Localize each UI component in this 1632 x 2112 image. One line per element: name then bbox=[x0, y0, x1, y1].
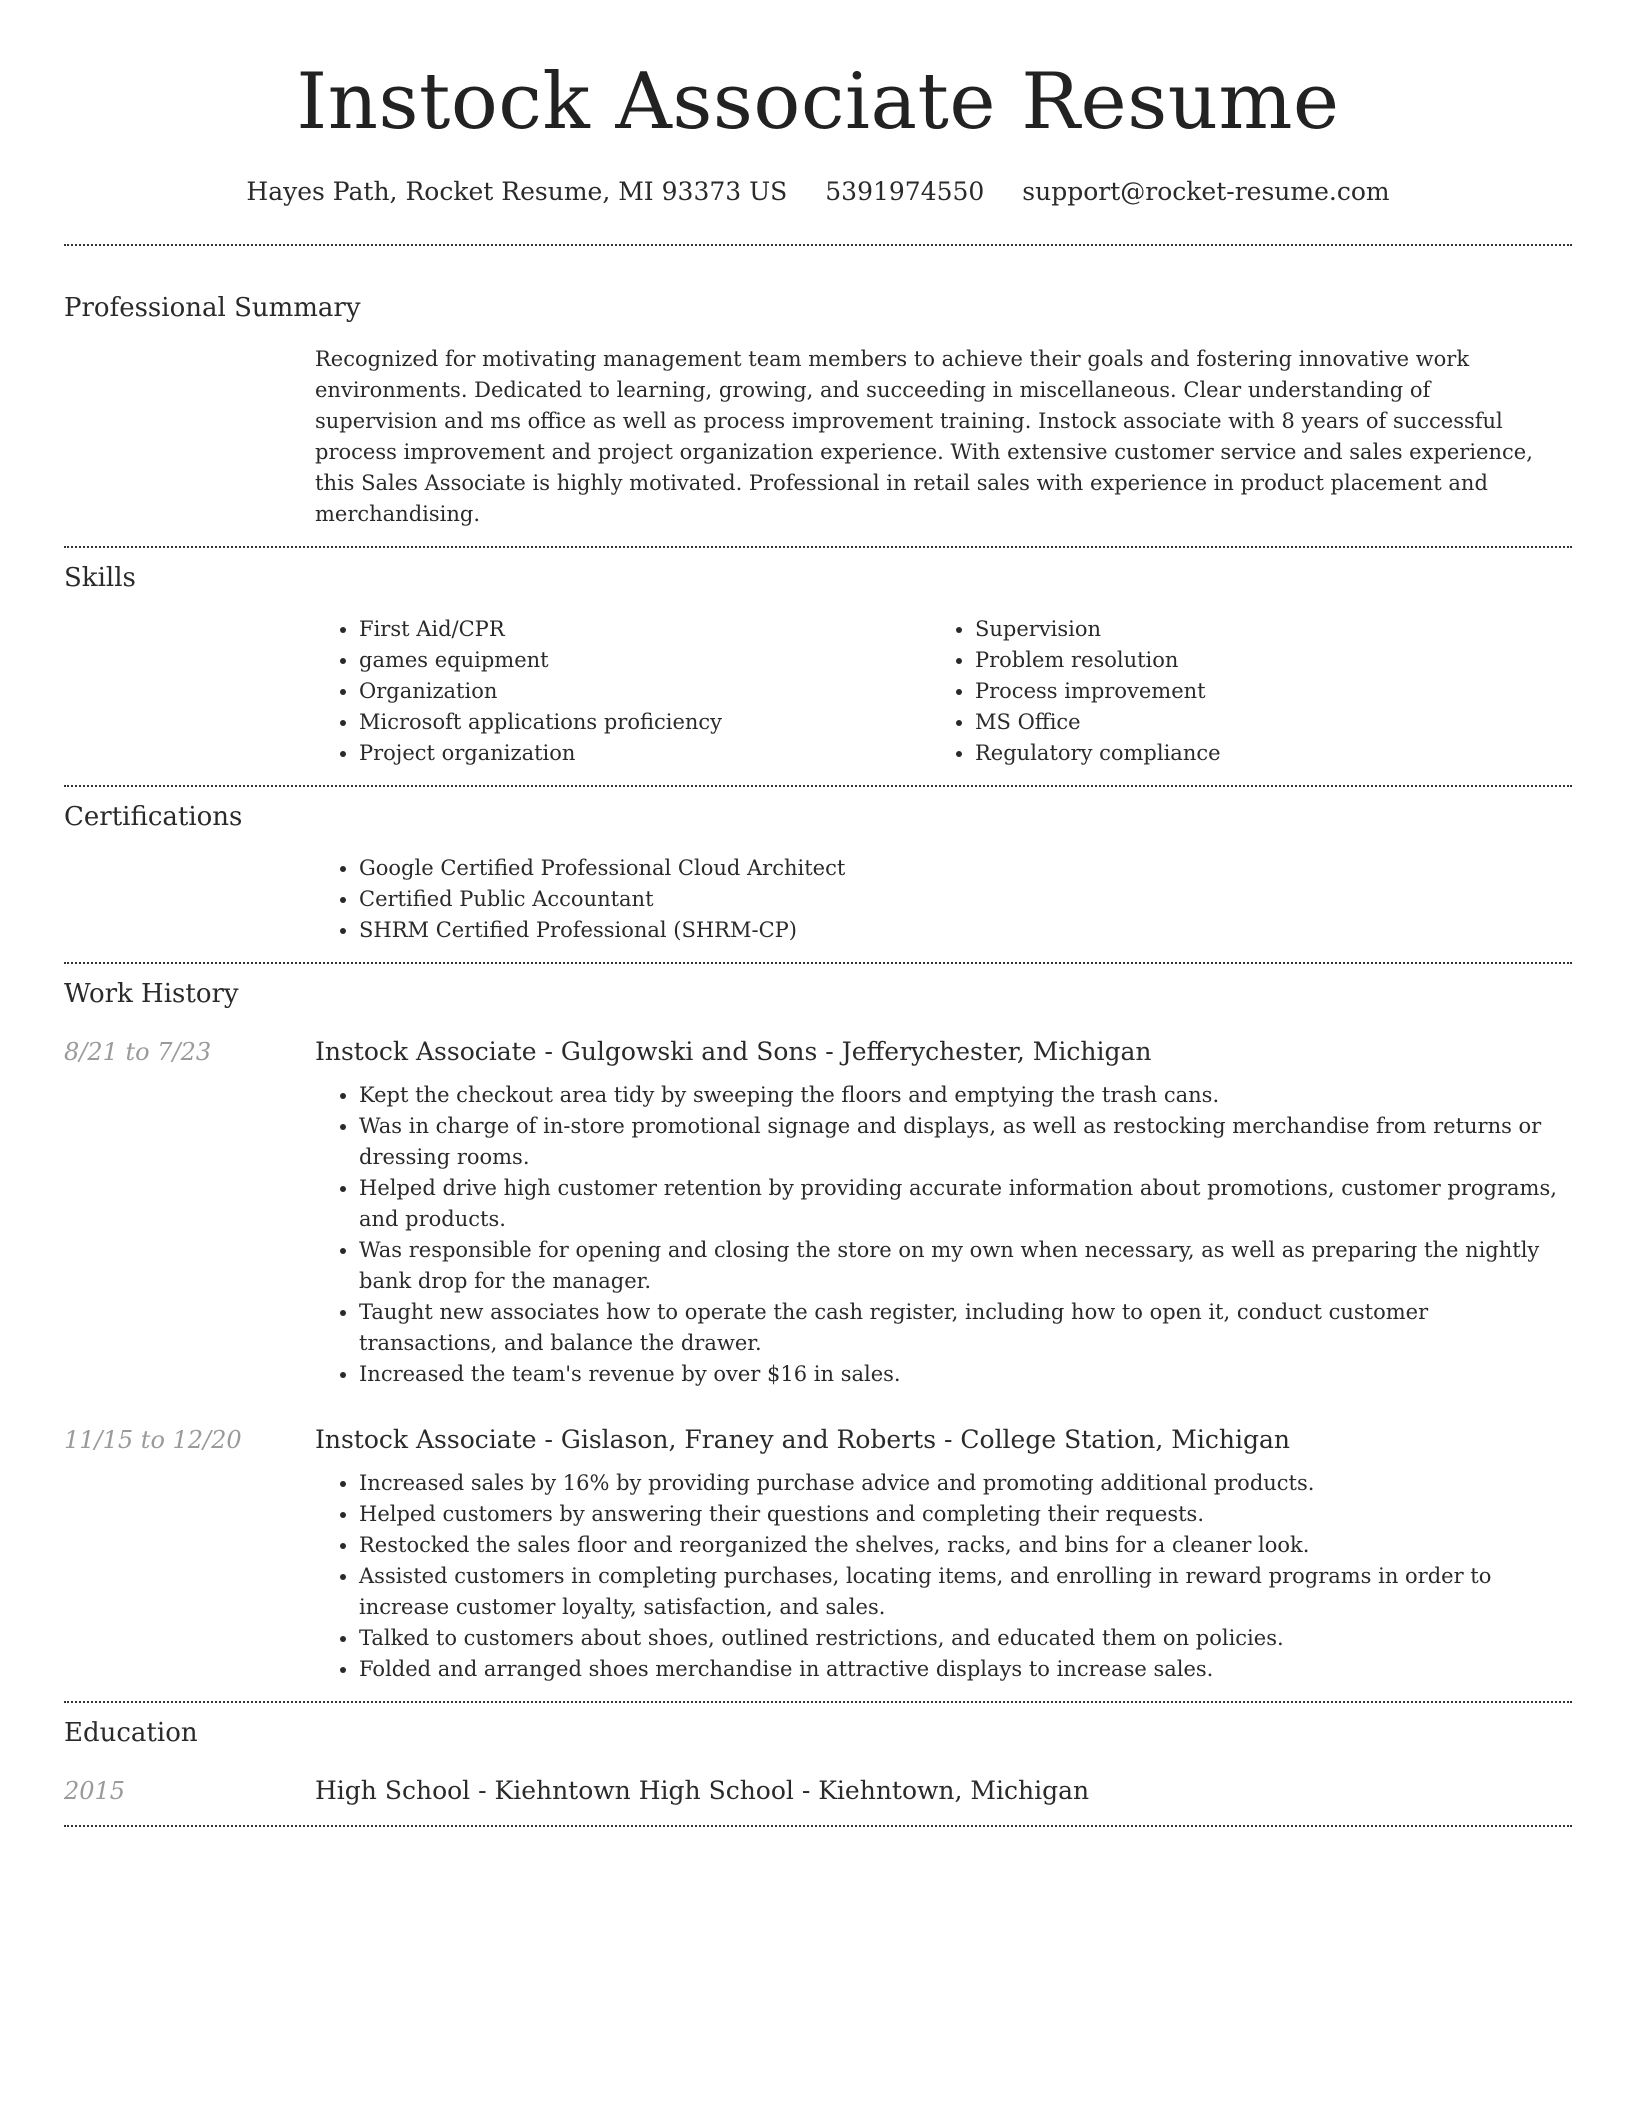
skill-item: • Process improvement bbox=[975, 676, 1547, 707]
education-date: 2015 bbox=[64, 1777, 126, 1805]
skill-item: • First Aid/CPR bbox=[359, 614, 931, 645]
job-bullet: • Folded and arranged shoes merchandise in attractive displays to increase sales. bbox=[359, 1654, 1562, 1685]
job-entry bbox=[64, 1034, 1572, 1390]
education-heading: Education bbox=[64, 1718, 198, 1748]
job-bullet: • Helped drive high customer retention by providing accurate information about promotions, customer programs, and products. bbox=[359, 1173, 1562, 1235]
skill-item: • MS Office bbox=[975, 707, 1547, 738]
contact-address: Hayes Path, Rocket Resume, MI 93373 US bbox=[246, 177, 788, 206]
certifications-heading: Certifications bbox=[64, 802, 243, 832]
skill-item: • games equipment bbox=[359, 645, 931, 676]
skills-grid bbox=[315, 614, 1572, 769]
contact-line bbox=[64, 174, 1572, 210]
certification-item: • SHRM Certified Professional (SHRM-CP) bbox=[359, 915, 1572, 946]
job-bullet: • Increased the team's revenue by over $16 in sales. bbox=[359, 1359, 1562, 1390]
education-entry bbox=[64, 1773, 1572, 1809]
job-date: 8/21 to 7/23 bbox=[64, 1038, 212, 1066]
skill-item: • Microsoft applications proficiency bbox=[359, 707, 931, 738]
summary-heading: Professional Summary bbox=[64, 293, 361, 323]
job-title: Instock Associate - Gulgowski and Sons - Jefferychester, Michigan bbox=[315, 1037, 1152, 1066]
job-body bbox=[315, 1422, 1572, 1685]
education-title: High School - Kiehntown High School - Kiehntown, Michigan bbox=[315, 1776, 1090, 1805]
certification-item: • Certified Public Accountant bbox=[359, 884, 1572, 915]
job-title: Instock Associate - Gislason, Franey and Roberts - College Station, Michigan bbox=[315, 1425, 1290, 1454]
summary-content bbox=[315, 344, 1572, 530]
job-body bbox=[315, 1034, 1572, 1390]
work-section bbox=[64, 964, 1572, 1685]
skills-column-right bbox=[931, 614, 1547, 769]
skill-item: • Regulatory compliance bbox=[975, 738, 1547, 769]
job-bullet: • Assisted customers in completing purchases, locating items, and enrolling in reward programs in order to increase customer loyalty, satisfaction, and sales. bbox=[359, 1561, 1562, 1623]
skills-column-left bbox=[315, 614, 931, 769]
contact-phone: 5391974550 bbox=[825, 177, 985, 206]
certification-item: • Google Certified Professional Cloud Architect bbox=[359, 853, 1572, 884]
skills-section bbox=[64, 548, 1572, 769]
job-bullet: • Talked to customers about shoes, outlined restrictions, and educated them on policies. bbox=[359, 1623, 1562, 1654]
skill-item: • Project organization bbox=[359, 738, 931, 769]
summary-text: Recognized for motivating management team members to achieve their goals and fostering innovative work environments. Dedicated to learning, growing, and succeeding in miscellaneous. Clear understanding of supervision and ms office as well as process improvement training. Instock associate with 8 years of successful process improvement and project organization experience. With extensive customer service and sales experience, this Sales Associate is highly motivated. Professional in retail sales with experience in product placement and merchandising. bbox=[315, 347, 1533, 526]
work-heading: Work History bbox=[64, 979, 239, 1009]
resume-page bbox=[64, 0, 1572, 1827]
job-date: 11/15 to 12/20 bbox=[64, 1426, 242, 1454]
job-bullet: • Kept the checkout area tidy by sweeping the floors and emptying the trash cans. bbox=[359, 1080, 1562, 1111]
certifications-content bbox=[315, 853, 1572, 946]
job-bullet: • Was responsible for opening and closing the store on my own when necessary, as well as preparing the nightly bank drop for the manager. bbox=[359, 1235, 1562, 1297]
skills-heading: Skills bbox=[64, 563, 136, 593]
skill-item: • Supervision bbox=[975, 614, 1547, 645]
job-bullet: • Was in charge of in-store promotional signage and displays, as well as restocking merchandise from returns or dressing rooms. bbox=[359, 1111, 1562, 1173]
education-body bbox=[315, 1773, 1572, 1809]
certifications-section bbox=[64, 787, 1572, 946]
skill-item: • Organization bbox=[359, 676, 931, 707]
job-entry bbox=[64, 1422, 1572, 1685]
skill-item: • Problem resolution bbox=[975, 645, 1547, 676]
section-divider bbox=[64, 1825, 1572, 1827]
job-bullet: • Taught new associates how to operate the cash register, including how to open it, conduct customer transactions, and balance the drawer. bbox=[359, 1297, 1562, 1359]
job-bullet: • Helped customers by answering their questions and completing their requests. bbox=[359, 1499, 1562, 1530]
job-bullet: • Restocked the sales floor and reorganized the shelves, racks, and bins for a cleaner look. bbox=[359, 1530, 1562, 1561]
summary-section bbox=[64, 246, 1572, 530]
job-bullet: • Increased sales by 16% by providing purchase advice and promoting additional products. bbox=[359, 1468, 1562, 1499]
education-section bbox=[64, 1703, 1572, 1809]
resume-title: Instock Associate Resume bbox=[296, 57, 1340, 147]
contact-email: support@rocket-resume.com bbox=[1022, 177, 1390, 206]
